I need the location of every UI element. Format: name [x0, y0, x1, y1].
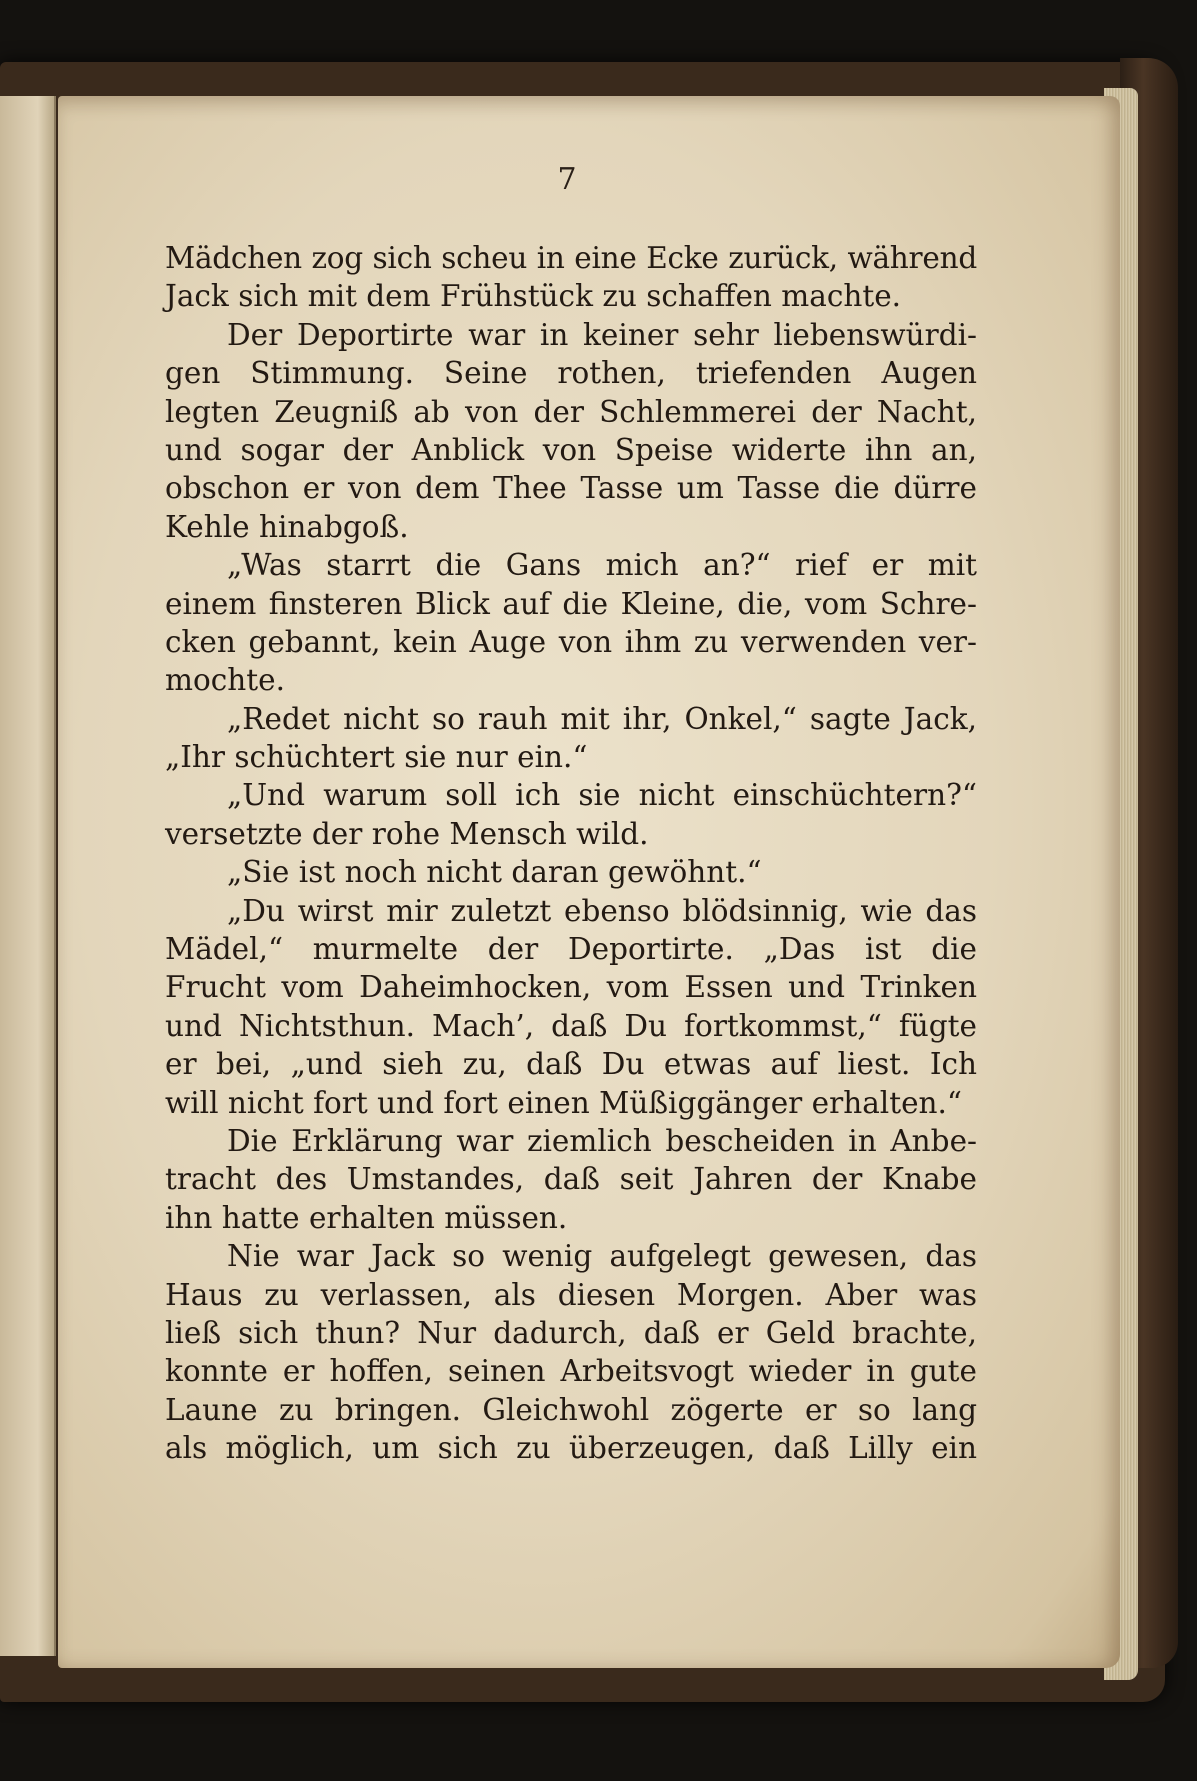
text-line: will nicht fort und fort einen Müßiggänger erhalten.“ — [165, 1085, 963, 1120]
text-line: konnte er hoffen, seinen Arbeitsvogt wieder in gute — [165, 1354, 977, 1389]
text-line: Kehle hinabgoß. — [165, 509, 409, 544]
text-line: Mädel,“ murmelte der Deportirte. „Das ist die — [165, 932, 977, 967]
text-line: er bei, „und sieh zu, daß Du etwas auf liest. Ich — [165, 1047, 977, 1082]
text-line: Die Erklärung war ziemlich bescheiden in Anbe- — [227, 1123, 977, 1158]
text-line: als möglich, um sich zu überzeugen, daß Lilly ein — [165, 1431, 977, 1466]
text-line: und sogar der Anblick von Speise widerte ihn an, — [165, 432, 977, 467]
text-line: „Ihr schüchtert sie nur ein.“ — [165, 740, 588, 775]
text-line: mochte. — [165, 663, 285, 698]
text-line: legten Zeugniß ab von der Schlemmerei der Nacht, — [165, 394, 977, 429]
text-line: „Was starrt die Gans mich an?“ rief er mit — [227, 548, 977, 583]
text-line: Haus zu verlassen, als diesen Morgen. Aber was — [165, 1277, 977, 1312]
text-line: einem finsteren Blick auf die Kleine, die, vom Schre- — [165, 586, 977, 621]
text-line: obschon er von dem Thee Tasse um Tasse die dürre — [165, 471, 977, 506]
text-line: Jack sich mit dem Frühstück zu schaffen machte. — [165, 279, 902, 314]
text-line: „Sie ist noch nicht daran gewöhnt.“ — [227, 855, 762, 890]
text-line: Nie war Jack so wenig aufgelegt gewesen, das — [227, 1239, 977, 1274]
text-line: Laune zu bringen. Gleichwohl zögerte er so lang — [165, 1392, 977, 1427]
text-line: „Redet nicht so rauh mit ihr, Onkel,“ sagte Jack, — [227, 701, 977, 736]
facing-page-edge — [0, 96, 56, 1656]
page-number: 7 — [557, 162, 577, 197]
text-line: Mädchen zog sich scheu in eine Ecke zurück, während — [165, 241, 977, 275]
text-line: „Du wirst mir zuletzt ebenso blödsinnig, wie das — [227, 893, 977, 928]
text-line: und Nichtsthun. Mach’, daß Du fortkommst,“ fügte — [165, 1008, 977, 1043]
text-line: ihn hatte erhalten müssen. — [165, 1200, 568, 1235]
text-line: „Und warum soll ich sie nicht einschüchtern?“ — [227, 778, 977, 813]
text-line: versetzte der rohe Mensch wild. — [165, 816, 649, 851]
text-line: tracht des Umstandes, daß seit Jahren der Knabe — [165, 1162, 977, 1197]
text-line: Frucht vom Daheimhocken, vom Essen und Trinken — [165, 970, 977, 1005]
text-line: cken gebannt, kein Auge von ihm zu verwenden ver- — [165, 624, 977, 659]
text-line: gen Stimmung. Seine rothen, triefenden Augen — [165, 356, 977, 391]
text-line: Der Deportirte war in keiner sehr liebenswürdi- — [227, 317, 977, 352]
body-text — [165, 239, 977, 1468]
text-line: ließ sich thun? Nur dadurch, daß er Geld brachte, — [165, 1315, 977, 1350]
